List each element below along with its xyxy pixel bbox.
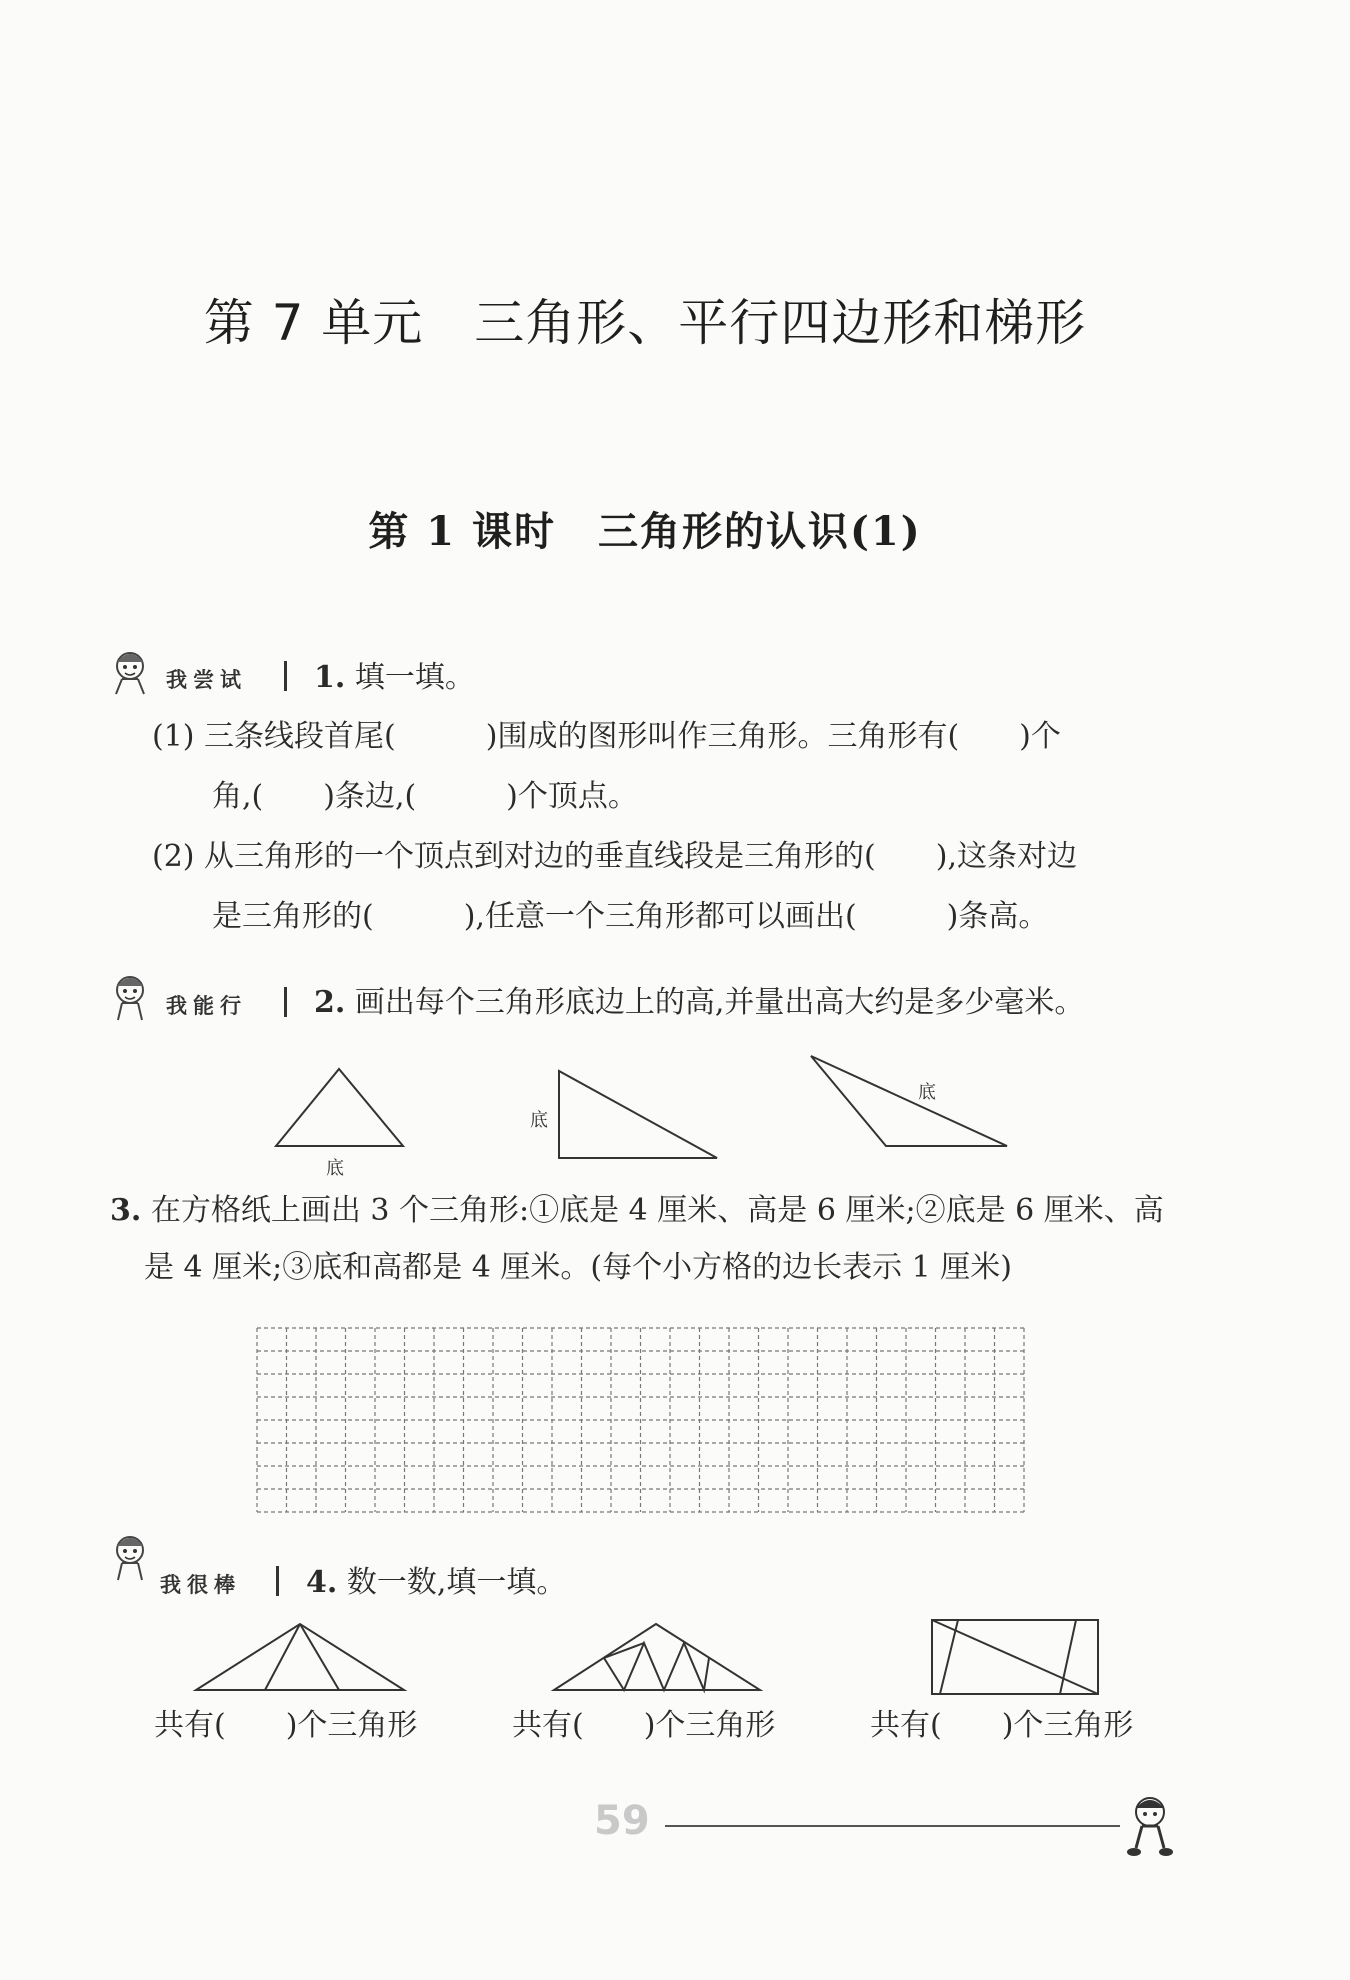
q4-figure-2	[554, 1624, 760, 1690]
q2-header	[314, 983, 1084, 1023]
q1-part2-line2: 是三角形的( ),任意一个三角形都可以画出( )条高。	[212, 899, 1049, 934]
q4-figure-3	[932, 1620, 1098, 1694]
q4-text: 数一数,填一填。	[346, 1565, 567, 1600]
q4-answer-3: 共有( )个三角形	[870, 1708, 1134, 1743]
q4-figure-1	[196, 1624, 404, 1690]
q4-answer-2: 共有( )个三角形	[512, 1708, 776, 1743]
lesson-title: 第 1 课时 三角形的认识(1)	[368, 508, 922, 555]
q1-number: 1.	[314, 660, 346, 695]
q2-triangle-2	[559, 1071, 717, 1158]
cartoon-girl-icon	[108, 1534, 168, 1584]
badge-try: 我尝试	[166, 668, 247, 692]
badge-can: 我能行	[166, 994, 247, 1018]
badge-great: 我很棒	[160, 1573, 241, 1597]
q2-triangle-3	[811, 1056, 1007, 1146]
badge-divider	[284, 987, 287, 1017]
q4-number: 4.	[306, 1565, 338, 1600]
q1-part1-line2: 角,( )条边,( )个顶点。	[212, 779, 638, 814]
q2-base-label-1: 底	[326, 1158, 344, 1179]
cartoon-girl-icon	[108, 974, 168, 1024]
q2-number: 2.	[314, 985, 346, 1020]
q3-line1	[110, 1191, 1164, 1231]
q4-answer-1: 共有( )个三角形	[154, 1708, 418, 1743]
q3-number: 3.	[110, 1193, 142, 1228]
badge-divider	[276, 1566, 279, 1596]
q1-text: 填一填。	[354, 660, 475, 695]
q2-triangle-1	[276, 1069, 403, 1146]
grid-paper[interactable]	[256, 1327, 1036, 1517]
footer-rule	[665, 1825, 1120, 1827]
badge-divider	[284, 661, 287, 691]
q4-header	[306, 1563, 566, 1603]
page-number: 59	[594, 1798, 650, 1844]
unit-title: 第 7 单元 三角形、平行四边形和梯形	[203, 294, 1087, 352]
q3-line2: 是 4 厘米;③底和高都是 4 厘米。(每个小方格的边长表示 1 厘米)	[144, 1250, 1012, 1285]
q2-base-label-3: 底	[918, 1082, 936, 1103]
cartoon-girl-icon	[108, 650, 168, 696]
q1-header	[314, 658, 475, 698]
q2-text: 画出每个三角形底边上的高,并量出高大约是多少毫米。	[354, 985, 1085, 1020]
q1-part1-line1: (1) 三条线段首尾( )围成的图形叫作三角形。三角形有( )个	[152, 719, 1061, 754]
q1-part2-line1: (2) 从三角形的一个顶点到对边的垂直线段是三角形的( ),这条对边	[152, 839, 1077, 874]
q2-base-label-2: 底	[530, 1110, 548, 1131]
cartoon-boy-icon	[1118, 1790, 1188, 1862]
q3-line1-text: 在方格纸上画出 3 个三角形:①底是 4 厘米、高是 6 厘米;②底是 6 厘米、高	[150, 1193, 1164, 1228]
